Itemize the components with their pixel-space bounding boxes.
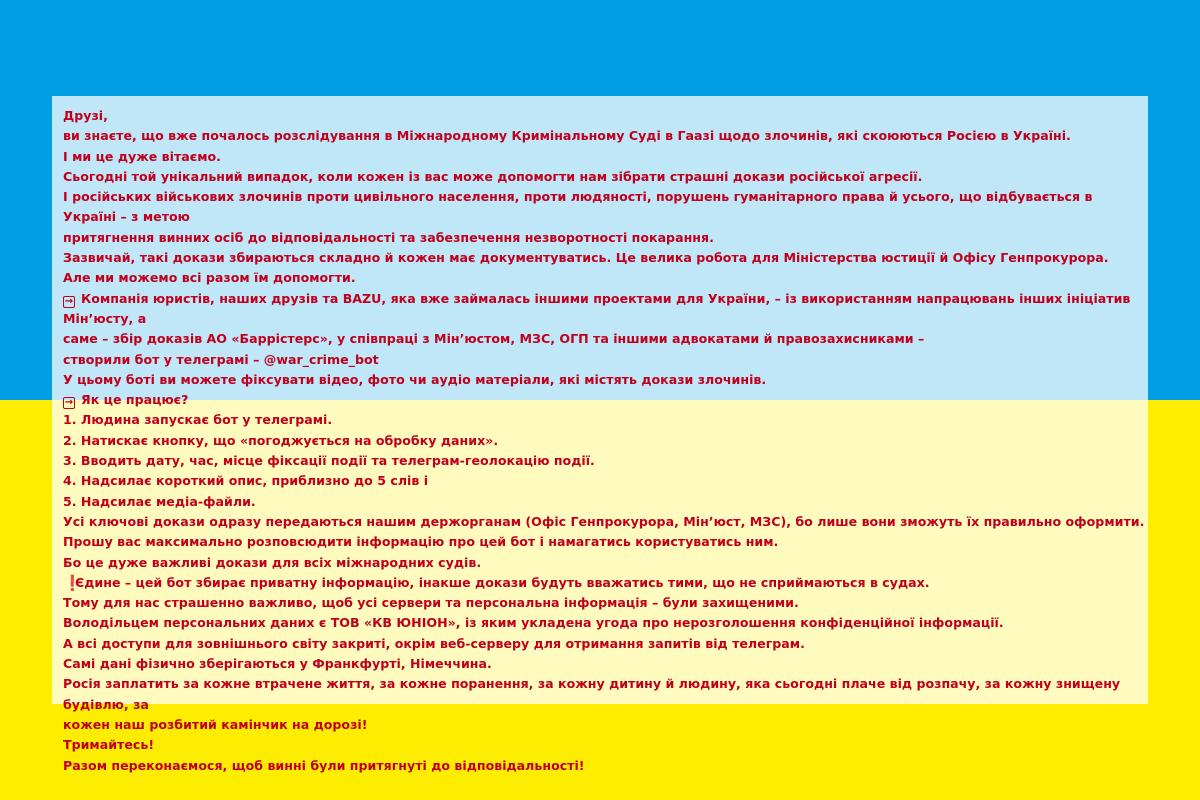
text-line-content: Компанія юристів, наших друзів та BAZU, яка вже займалась іншими проектами для України, – із використанням напрацювань інших ініціатив Мін’юсту, а bbox=[63, 290, 1131, 326]
text-line: 4. Надсилає короткий опис, приблизно до 5 слів і bbox=[63, 473, 429, 489]
text-line: 2. Натискає кнопку, що «погоджується на обробку даних». bbox=[63, 432, 499, 448]
text-line: притягнення винних осіб до відповідальності та забезпечення незворотності покарання. bbox=[63, 229, 714, 245]
text-line: Прошу вас максимально розповсюдити інформацію про цей бот і намагатись користуватись ним. bbox=[63, 534, 779, 550]
text-line: 5. Надсилає медіа-файли. bbox=[63, 493, 256, 509]
text-line: У цьому боті ви можете фіксувати відео, фото чи аудіо матеріали, які містять докази злочинів. bbox=[63, 371, 767, 387]
text-line: ви знаєте, що вже почалось розслідування в Міжнародному Кримінальному Суді в Гаазі щодо злочинів, які скоюються Росією в Україні. bbox=[63, 128, 1071, 144]
text-line: Але ми можемо всі разом їм допомогти. bbox=[63, 270, 356, 286]
text-line: кожен наш розбитий камінчик на дорозі! bbox=[63, 716, 368, 732]
text-line: Самі дані фізично зберігаються у Франкфурті, Німеччина. bbox=[63, 656, 492, 672]
text-line-content: Як це працює? bbox=[81, 392, 189, 408]
text-line: Володільцем персональних даних є ТОВ «КВ ЮНІОН», із яким укладена угода про нерозголошення конфіденційної інформації. bbox=[63, 615, 1004, 631]
text-line bbox=[63, 289, 1147, 330]
arrow-right-icon: → bbox=[64, 295, 74, 307]
text-line: Разом переконаємося, щоб винні були притягнуті до відповідальності! bbox=[63, 757, 585, 773]
text-line: Сьогодні той унікальний випадок, коли кожен із вас може допомогти нам зібрати страшні докази російської агресії. bbox=[63, 168, 923, 184]
arrow-right-icon: → bbox=[64, 397, 74, 409]
text-line bbox=[63, 390, 1147, 410]
text-line: 1. Людина запускає бот у телеграмі. bbox=[63, 412, 333, 428]
text-line: І ми це дуже вітаємо. bbox=[63, 148, 221, 164]
text-line: Бо це дуже важливі докази для всіх міжнародних судів. bbox=[63, 554, 482, 570]
text-line: Усі ключові докази одразу передаються нашим держорганам (Офіс Генпрокурора, Мін’юст, МЗС), бо лише вони зможуть їх правильно оформити. bbox=[63, 513, 1145, 529]
announcement-text bbox=[63, 106, 1147, 776]
exclamation-icon: ❗ bbox=[63, 573, 82, 592]
text-line: саме – збір доказів АО «Баррістерс», у співпраці з Мін’юстом, МЗС, ОГП та іншими адвокатами й правозахисниками – bbox=[63, 331, 925, 347]
text-line: 3. Вводить дату, час, місце фіксації події та телеграм-геолокацію події. bbox=[63, 453, 595, 469]
text-line-content: Єдине – цей бот збирає приватну інформацію, інакше докази будуть вважатись тими, що не сприймаються в судах. bbox=[75, 574, 930, 590]
text-line: І російських військових злочинів проти цивільного населення, проти людяності, порушень гуманітарного права й усього, що відбувається в Україні – з метою bbox=[63, 189, 1093, 225]
text-line: Зазвичай, такі докази збираються складно й кожен має документуватись. Це велика робота для Міністерства юстиції й Офісу Генпрокурора. bbox=[63, 250, 1109, 266]
text-line: Росія заплатить за кожне втрачене життя, за кожне поранення, за кожну дитину й людину, яка сьогодні плаче від розпачу, за кожну знищену будівлю, за bbox=[63, 676, 1121, 712]
text-line: створили бот у телеграмі – @war_crime_bot bbox=[63, 351, 379, 367]
text-line bbox=[63, 573, 1147, 593]
text-line: Друзі, bbox=[63, 108, 108, 123]
text-line: Тому для нас страшенно важливо, щоб усі сервери та персональна інформація – були захищеними. bbox=[63, 595, 799, 611]
text-line: А всі доступи для зовнішнього світу закриті, окрім веб-серверу для отримання запитів від телеграм. bbox=[63, 635, 805, 651]
text-line: Тримайтесь! bbox=[63, 737, 155, 753]
